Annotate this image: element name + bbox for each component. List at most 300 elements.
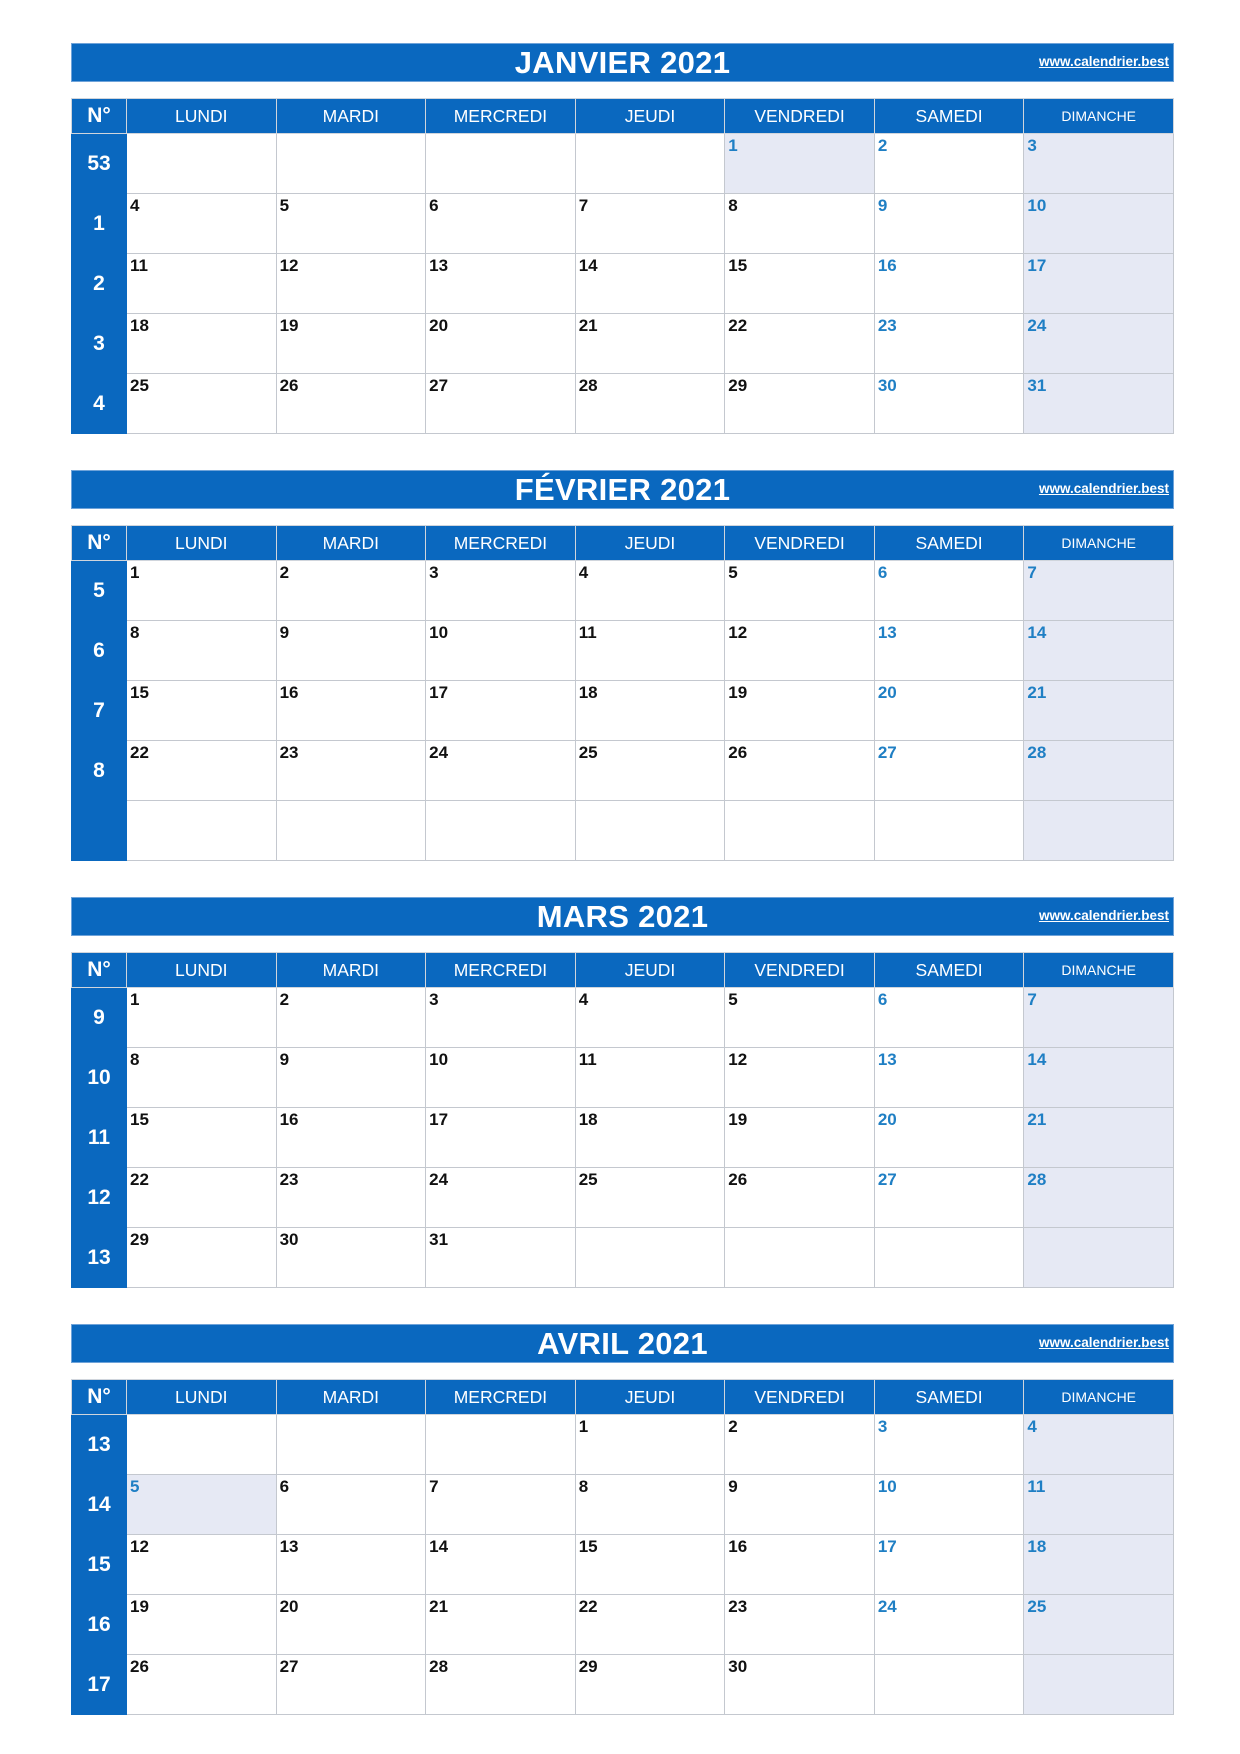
day-cell[interactable] <box>575 1228 725 1288</box>
day-cell[interactable] <box>725 1048 875 1108</box>
day-cell[interactable] <box>1024 988 1174 1048</box>
day-number: 14 <box>429 1537 449 1556</box>
week-row <box>72 1475 1174 1535</box>
day-cell[interactable] <box>276 1168 426 1228</box>
day-number: 30 <box>728 1657 748 1676</box>
day-cell[interactable] <box>874 801 1024 861</box>
day-cell[interactable] <box>127 1415 277 1475</box>
day-number: 27 <box>279 1657 299 1676</box>
day-cell[interactable] <box>725 1415 875 1475</box>
day-cell[interactable] <box>127 314 277 374</box>
day-number: 8 <box>130 623 140 642</box>
day-number: 5 <box>728 990 738 1009</box>
day-cell[interactable] <box>1024 621 1174 681</box>
day-cell[interactable] <box>1024 314 1174 374</box>
day-cell[interactable] <box>575 314 725 374</box>
day-cell[interactable] <box>276 1595 426 1655</box>
day-cell[interactable] <box>1024 134 1174 194</box>
day-cell[interactable] <box>874 254 1024 314</box>
day-cell[interactable] <box>575 1655 725 1715</box>
day-number: 31 <box>1027 376 1047 395</box>
day-cell[interactable] <box>874 561 1024 621</box>
site-link[interactable]: www.calendrier.best <box>1038 54 1169 69</box>
day-cell[interactable] <box>127 374 277 434</box>
weekday-header: SAMEDI <box>874 99 1024 134</box>
day-number: 2 <box>877 136 888 155</box>
day-number: 3 <box>429 990 439 1009</box>
week-number: 13 <box>72 1228 127 1288</box>
day-cell[interactable] <box>276 681 426 741</box>
weekday-header: JEUDI <box>575 953 725 988</box>
day-cell[interactable] <box>276 988 426 1048</box>
week-number: 53 <box>72 134 127 194</box>
weekday-header: MARDI <box>276 99 426 134</box>
day-cell[interactable] <box>1024 1168 1174 1228</box>
day-cell[interactable] <box>725 1595 875 1655</box>
week-number <box>72 801 127 861</box>
day-number: 23 <box>279 743 299 762</box>
day-cell[interactable] <box>426 1475 576 1535</box>
day-cell[interactable] <box>725 314 875 374</box>
month-header <box>71 43 1174 82</box>
day-number: 18 <box>130 316 149 335</box>
day-number: 28 <box>578 376 598 395</box>
day-cell[interactable] <box>127 741 277 801</box>
week-number: 12 <box>72 1168 127 1228</box>
day-cell[interactable] <box>276 1048 426 1108</box>
day-cell[interactable] <box>1024 254 1174 314</box>
day-cell[interactable] <box>426 314 576 374</box>
day-number: 4 <box>1027 1417 1037 1436</box>
day-cell[interactable] <box>874 681 1024 741</box>
day-number: 17 <box>429 683 449 702</box>
day-cell[interactable] <box>276 1415 426 1475</box>
weekday-header: SAMEDI <box>874 953 1024 988</box>
day-cell[interactable] <box>725 1108 875 1168</box>
day-cell[interactable] <box>725 1655 875 1715</box>
day-number: 3 <box>1027 136 1037 155</box>
weekday-header-row <box>72 953 1174 988</box>
day-cell[interactable] <box>276 621 426 681</box>
day-cell[interactable] <box>127 681 277 741</box>
day-number: 6 <box>877 990 888 1009</box>
day-cell[interactable] <box>874 1535 1024 1595</box>
day-number: 27 <box>877 1170 897 1189</box>
week-row <box>72 681 1174 741</box>
day-number: 10 <box>429 623 449 642</box>
week-number: 5 <box>72 561 127 621</box>
day-cell[interactable] <box>276 561 426 621</box>
day-cell[interactable] <box>276 194 426 254</box>
day-cell[interactable] <box>1024 1535 1174 1595</box>
day-cell[interactable] <box>426 988 576 1048</box>
day-number: 21 <box>429 1597 449 1616</box>
day-cell[interactable] <box>874 194 1024 254</box>
day-number: 5 <box>728 563 738 582</box>
day-number: 2 <box>728 1417 738 1436</box>
day-number: 28 <box>429 1657 449 1676</box>
day-number: 17 <box>877 1537 897 1556</box>
day-number: 8 <box>728 196 738 215</box>
day-cell[interactable] <box>127 1535 277 1595</box>
day-number: 26 <box>728 1170 748 1189</box>
day-cell[interactable] <box>1024 681 1174 741</box>
day-cell[interactable] <box>874 1228 1024 1288</box>
day-cell[interactable] <box>276 254 426 314</box>
day-cell[interactable] <box>874 741 1024 801</box>
day-cell[interactable] <box>1024 1475 1174 1535</box>
month-title: AVRIL 2021 <box>537 1326 708 1361</box>
weekday-header: MERCREDI <box>426 953 576 988</box>
day-cell[interactable] <box>725 801 875 861</box>
day-number: 12 <box>728 623 748 642</box>
week-number: 1 <box>72 194 127 254</box>
day-cell[interactable] <box>874 374 1024 434</box>
weekday-header-row <box>72 526 1174 561</box>
day-number: 23 <box>279 1170 299 1189</box>
day-cell[interactable] <box>874 1475 1024 1535</box>
day-cell[interactable] <box>575 801 725 861</box>
day-number: 16 <box>877 256 897 275</box>
day-number: 19 <box>728 683 748 702</box>
day-number: 1 <box>578 1417 589 1436</box>
day-cell[interactable] <box>1024 194 1174 254</box>
weekday-header-row <box>72 1380 1174 1415</box>
day-number: 16 <box>279 1110 299 1129</box>
day-cell[interactable] <box>426 1595 576 1655</box>
day-number: 30 <box>279 1230 299 1249</box>
week-number: 2 <box>72 254 127 314</box>
day-number: 28 <box>1027 1170 1047 1189</box>
day-cell[interactable] <box>1024 1108 1174 1168</box>
month-block <box>71 43 1174 443</box>
week-row <box>72 1108 1174 1168</box>
day-cell[interactable] <box>426 801 576 861</box>
week-row <box>72 1595 1174 1655</box>
week-number-header: N° <box>72 953 127 988</box>
day-number: 18 <box>1027 1537 1047 1556</box>
day-cell[interactable] <box>127 988 277 1048</box>
day-cell[interactable] <box>1024 374 1174 434</box>
month-header <box>71 897 1174 936</box>
day-cell[interactable] <box>127 621 277 681</box>
day-number: 25 <box>130 376 149 395</box>
day-number: 29 <box>578 1657 598 1676</box>
day-number: 14 <box>1027 623 1047 642</box>
weekday-header: MARDI <box>276 953 426 988</box>
day-cell[interactable] <box>127 254 277 314</box>
day-cell[interactable] <box>725 254 875 314</box>
day-cell[interactable] <box>575 1108 725 1168</box>
day-number: 4 <box>578 990 589 1009</box>
day-cell[interactable] <box>725 988 875 1048</box>
day-cell[interactable] <box>426 1048 576 1108</box>
day-cell[interactable] <box>874 1108 1024 1168</box>
day-cell[interactable] <box>1024 1228 1174 1288</box>
site-link[interactable]: www.calendrier.best <box>1038 1335 1169 1350</box>
week-number: 9 <box>72 988 127 1048</box>
week-row <box>72 741 1174 801</box>
week-row <box>72 374 1174 434</box>
weekday-header: MARDI <box>276 1380 426 1415</box>
day-cell[interactable] <box>127 801 277 861</box>
day-number: 11 <box>1027 1477 1046 1496</box>
day-number: 13 <box>877 623 897 642</box>
day-cell[interactable] <box>426 741 576 801</box>
week-number: 10 <box>72 1048 127 1108</box>
day-cell[interactable] <box>725 681 875 741</box>
week-number: 4 <box>72 374 127 434</box>
day-number: 17 <box>429 1110 449 1129</box>
day-cell[interactable] <box>1024 1655 1174 1715</box>
day-cell[interactable] <box>426 374 576 434</box>
day-cell[interactable] <box>1024 1048 1174 1108</box>
day-number: 24 <box>429 743 449 762</box>
day-cell[interactable] <box>874 1048 1024 1108</box>
day-number: 2 <box>279 563 290 582</box>
day-number: 29 <box>728 376 748 395</box>
day-cell[interactable] <box>127 1168 277 1228</box>
day-cell[interactable] <box>127 1108 277 1168</box>
day-cell[interactable] <box>575 1168 725 1228</box>
day-number: 10 <box>429 1050 449 1069</box>
day-cell[interactable] <box>575 134 725 194</box>
day-cell[interactable] <box>725 1168 875 1228</box>
day-cell[interactable] <box>276 1228 426 1288</box>
day-number: 2 <box>279 990 290 1009</box>
day-cell[interactable] <box>127 134 277 194</box>
week-number: 11 <box>72 1108 127 1168</box>
day-cell[interactable] <box>426 1108 576 1168</box>
month-header <box>71 1324 1174 1363</box>
day-cell[interactable] <box>874 1415 1024 1475</box>
day-cell[interactable] <box>127 1655 277 1715</box>
day-number: 31 <box>429 1230 449 1249</box>
day-cell[interactable] <box>426 1655 576 1715</box>
day-cell[interactable] <box>276 134 426 194</box>
week-number-header: N° <box>72 1380 127 1415</box>
day-cell[interactable] <box>874 1655 1024 1715</box>
day-cell[interactable] <box>426 1228 576 1288</box>
day-cell[interactable] <box>127 1595 277 1655</box>
day-number: 10 <box>1027 196 1047 215</box>
day-number: 15 <box>130 683 149 702</box>
weekday-header: JEUDI <box>575 99 725 134</box>
week-number: 3 <box>72 314 127 374</box>
day-cell[interactable] <box>426 134 576 194</box>
day-cell[interactable] <box>426 561 576 621</box>
day-cell[interactable] <box>276 314 426 374</box>
weekday-header: MERCREDI <box>426 1380 576 1415</box>
day-cell[interactable] <box>276 1475 426 1535</box>
day-cell[interactable] <box>1024 1595 1174 1655</box>
day-cell[interactable] <box>725 194 875 254</box>
day-cell[interactable] <box>874 988 1024 1048</box>
day-number: 16 <box>728 1537 748 1556</box>
day-number: 11 <box>578 623 597 642</box>
day-cell[interactable] <box>874 134 1024 194</box>
day-cell[interactable] <box>1024 741 1174 801</box>
day-cell[interactable] <box>575 681 725 741</box>
weekday-header: LUNDI <box>127 99 277 134</box>
day-cell[interactable] <box>1024 1415 1174 1475</box>
day-cell[interactable] <box>276 741 426 801</box>
day-cell[interactable] <box>575 1415 725 1475</box>
day-cell[interactable] <box>276 1655 426 1715</box>
month-title: FÉVRIER 2021 <box>514 472 731 507</box>
day-number: 4 <box>130 196 140 215</box>
day-number: 14 <box>578 256 598 275</box>
day-number: 21 <box>578 316 598 335</box>
day-number: 12 <box>130 1537 149 1556</box>
day-cell[interactable] <box>127 1475 277 1535</box>
day-number: 7 <box>429 1477 439 1496</box>
weekday-header: VENDREDI <box>725 526 875 561</box>
day-number: 24 <box>877 1597 897 1616</box>
day-number: 20 <box>429 316 449 335</box>
week-row <box>72 1048 1174 1108</box>
day-number: 11 <box>130 256 148 275</box>
day-cell[interactable] <box>575 254 725 314</box>
month-grid <box>71 952 1174 1288</box>
day-number: 26 <box>130 1657 149 1676</box>
weekday-header: DIMANCHE <box>1024 1380 1174 1415</box>
day-cell[interactable] <box>874 1168 1024 1228</box>
day-number: 18 <box>578 683 598 702</box>
day-cell[interactable] <box>725 561 875 621</box>
weekday-header: SAMEDI <box>874 526 1024 561</box>
week-row <box>72 1535 1174 1595</box>
day-cell[interactable] <box>725 621 875 681</box>
day-number: 8 <box>578 1477 589 1496</box>
day-cell[interactable] <box>276 374 426 434</box>
week-number: 7 <box>72 681 127 741</box>
day-number: 4 <box>578 563 589 582</box>
day-number: 15 <box>130 1110 149 1129</box>
day-number: 8 <box>130 1050 140 1069</box>
day-number: 6 <box>877 563 888 582</box>
week-number: 15 <box>72 1535 127 1595</box>
day-cell[interactable] <box>575 1048 725 1108</box>
day-cell[interactable] <box>426 1535 576 1595</box>
day-cell[interactable] <box>426 681 576 741</box>
day-cell[interactable] <box>725 374 875 434</box>
day-number: 1 <box>130 990 140 1009</box>
day-number: 19 <box>130 1597 149 1616</box>
day-number: 5 <box>130 1477 140 1496</box>
week-number: 17 <box>72 1655 127 1715</box>
day-cell[interactable] <box>575 741 725 801</box>
site-link[interactable]: www.calendrier.best <box>1038 481 1169 496</box>
day-cell[interactable] <box>276 1535 426 1595</box>
day-number: 21 <box>1027 1110 1047 1129</box>
weekday-header: VENDREDI <box>725 953 875 988</box>
day-cell[interactable] <box>725 1475 875 1535</box>
day-number: 24 <box>429 1170 449 1189</box>
day-number: 22 <box>130 1170 149 1189</box>
site-link[interactable]: www.calendrier.best <box>1038 908 1169 923</box>
day-number: 9 <box>279 623 290 642</box>
day-number: 29 <box>130 1230 149 1249</box>
day-number: 19 <box>279 316 299 335</box>
month-title: JANVIER 2021 <box>514 45 731 80</box>
day-number: 25 <box>1027 1597 1047 1616</box>
day-number: 9 <box>728 1477 738 1496</box>
day-cell[interactable] <box>127 194 277 254</box>
day-number: 3 <box>877 1417 888 1436</box>
day-number: 16 <box>279 683 299 702</box>
week-number-header: N° <box>72 526 127 561</box>
week-number: 8 <box>72 741 127 801</box>
day-cell[interactable] <box>575 1595 725 1655</box>
day-number: 11 <box>578 1050 597 1069</box>
day-number: 21 <box>1027 683 1047 702</box>
day-cell[interactable] <box>575 194 725 254</box>
day-number: 13 <box>429 256 449 275</box>
day-number: 9 <box>279 1050 290 1069</box>
weekday-header: DIMANCHE <box>1024 99 1174 134</box>
month-grid <box>71 525 1174 861</box>
day-cell[interactable] <box>874 621 1024 681</box>
day-cell[interactable] <box>426 1415 576 1475</box>
day-cell[interactable] <box>426 621 576 681</box>
day-cell[interactable] <box>874 314 1024 374</box>
weekday-header: VENDREDI <box>725 1380 875 1415</box>
day-cell[interactable] <box>725 134 875 194</box>
day-cell[interactable] <box>426 1168 576 1228</box>
week-number-header: N° <box>72 99 127 134</box>
day-cell[interactable] <box>575 561 725 621</box>
day-number: 22 <box>728 316 748 335</box>
day-cell[interactable] <box>127 1048 277 1108</box>
day-number: 13 <box>279 1537 299 1556</box>
day-number: 20 <box>877 1110 897 1129</box>
week-number: 6 <box>72 621 127 681</box>
day-number: 7 <box>1027 563 1037 582</box>
month-grid <box>71 1379 1174 1715</box>
day-cell[interactable] <box>426 254 576 314</box>
month-title: MARS 2021 <box>536 899 709 934</box>
week-row <box>72 1228 1174 1288</box>
day-number: 13 <box>877 1050 897 1069</box>
day-cell[interactable] <box>127 561 277 621</box>
day-cell[interactable] <box>874 1595 1024 1655</box>
day-cell[interactable] <box>725 1535 875 1595</box>
day-cell[interactable] <box>725 1228 875 1288</box>
day-cell[interactable] <box>276 801 426 861</box>
day-number: 26 <box>728 743 748 762</box>
day-cell[interactable] <box>426 194 576 254</box>
day-cell[interactable] <box>575 988 725 1048</box>
weekday-header: LUNDI <box>127 526 277 561</box>
week-row <box>72 314 1174 374</box>
day-cell[interactable] <box>575 1535 725 1595</box>
day-cell[interactable] <box>1024 561 1174 621</box>
day-number: 7 <box>1027 990 1037 1009</box>
day-cell[interactable] <box>575 374 725 434</box>
day-number: 25 <box>578 1170 598 1189</box>
day-cell[interactable] <box>127 1228 277 1288</box>
day-cell[interactable] <box>725 741 875 801</box>
day-cell[interactable] <box>575 621 725 681</box>
day-cell[interactable] <box>276 1108 426 1168</box>
day-cell[interactable] <box>575 1475 725 1535</box>
day-cell[interactable] <box>1024 801 1174 861</box>
weekday-header: VENDREDI <box>725 99 875 134</box>
day-number: 9 <box>877 196 888 215</box>
week-row <box>72 194 1174 254</box>
day-number: 15 <box>728 256 748 275</box>
